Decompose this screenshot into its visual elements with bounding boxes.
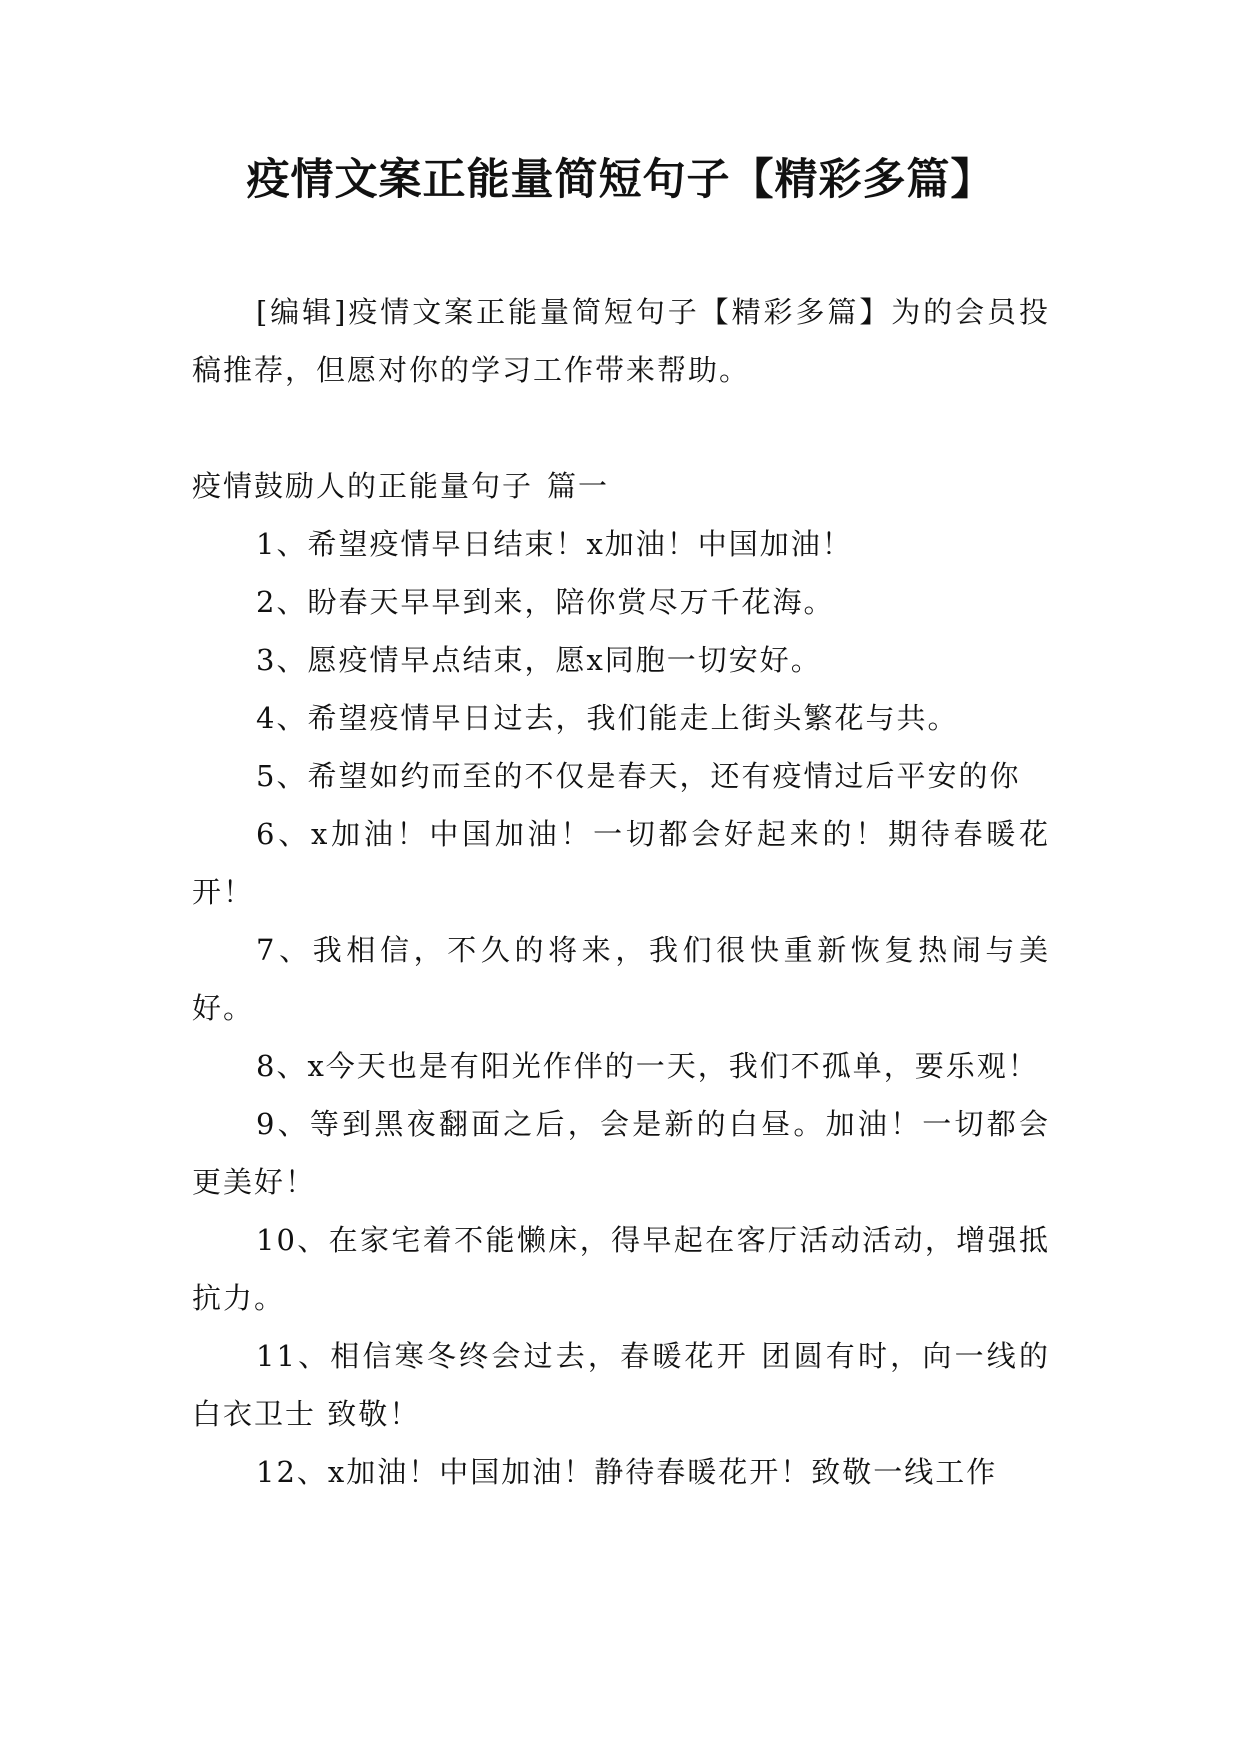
- intro-paragraph: [编辑]疫情文案正能量简短句子【精彩多篇】为的会员投稿推荐，但愿对你的学习工作带来帮助。: [192, 295, 1050, 387]
- list-item: 10、在家宅着不能懒床，得早起在客厅活动活动，增强抵抗力。: [192, 1223, 1050, 1315]
- list-item: 11、相信寒冬终会过去，春暖花开 团圆有时，向一线的白衣卫士 致敬！: [192, 1339, 1050, 1431]
- list-item: 3、愿疫情早点结束，愿x同胞一切安好。: [256, 643, 822, 677]
- list-item: 8、x今天也是有阳光作伴的一天，我们不孤单，要乐观！: [256, 1049, 1039, 1083]
- list-item: 6、x加油！中国加油！一切都会好起来的！期待春暖花开！: [192, 817, 1050, 909]
- list-item: 9、等到黑夜翻面之后，会是新的白昼。加油！一切都会更美好！: [192, 1107, 1050, 1199]
- list-item: 1、希望疫情早日结束！x加油！中国加油！: [256, 527, 853, 561]
- section-heading-suffix: 篇一: [547, 469, 610, 503]
- list-item: 2、盼春天早早到来，陪你赏尽万千花海。: [256, 585, 835, 619]
- document-title: 疫情文案正能量简短句子【精彩多篇】: [246, 155, 995, 205]
- list-item: 4、希望疫情早日过去，我们能走上街头繁花与共。: [256, 701, 959, 735]
- section-heading: [192, 457, 1050, 515]
- list-item: 5、希望如约而至的不仅是春天，还有疫情过后平安的你: [256, 759, 1021, 793]
- list-item: 7、我相信，不久的将来，我们很快重新恢复热闹与美好。: [192, 933, 1050, 1025]
- section-heading-text: 疫情鼓励人的正能量句子: [192, 469, 534, 503]
- document-body: [192, 283, 1050, 1501]
- list-item: 12、x加油！中国加油！静待春暖花开！致敬一线工作: [256, 1455, 998, 1489]
